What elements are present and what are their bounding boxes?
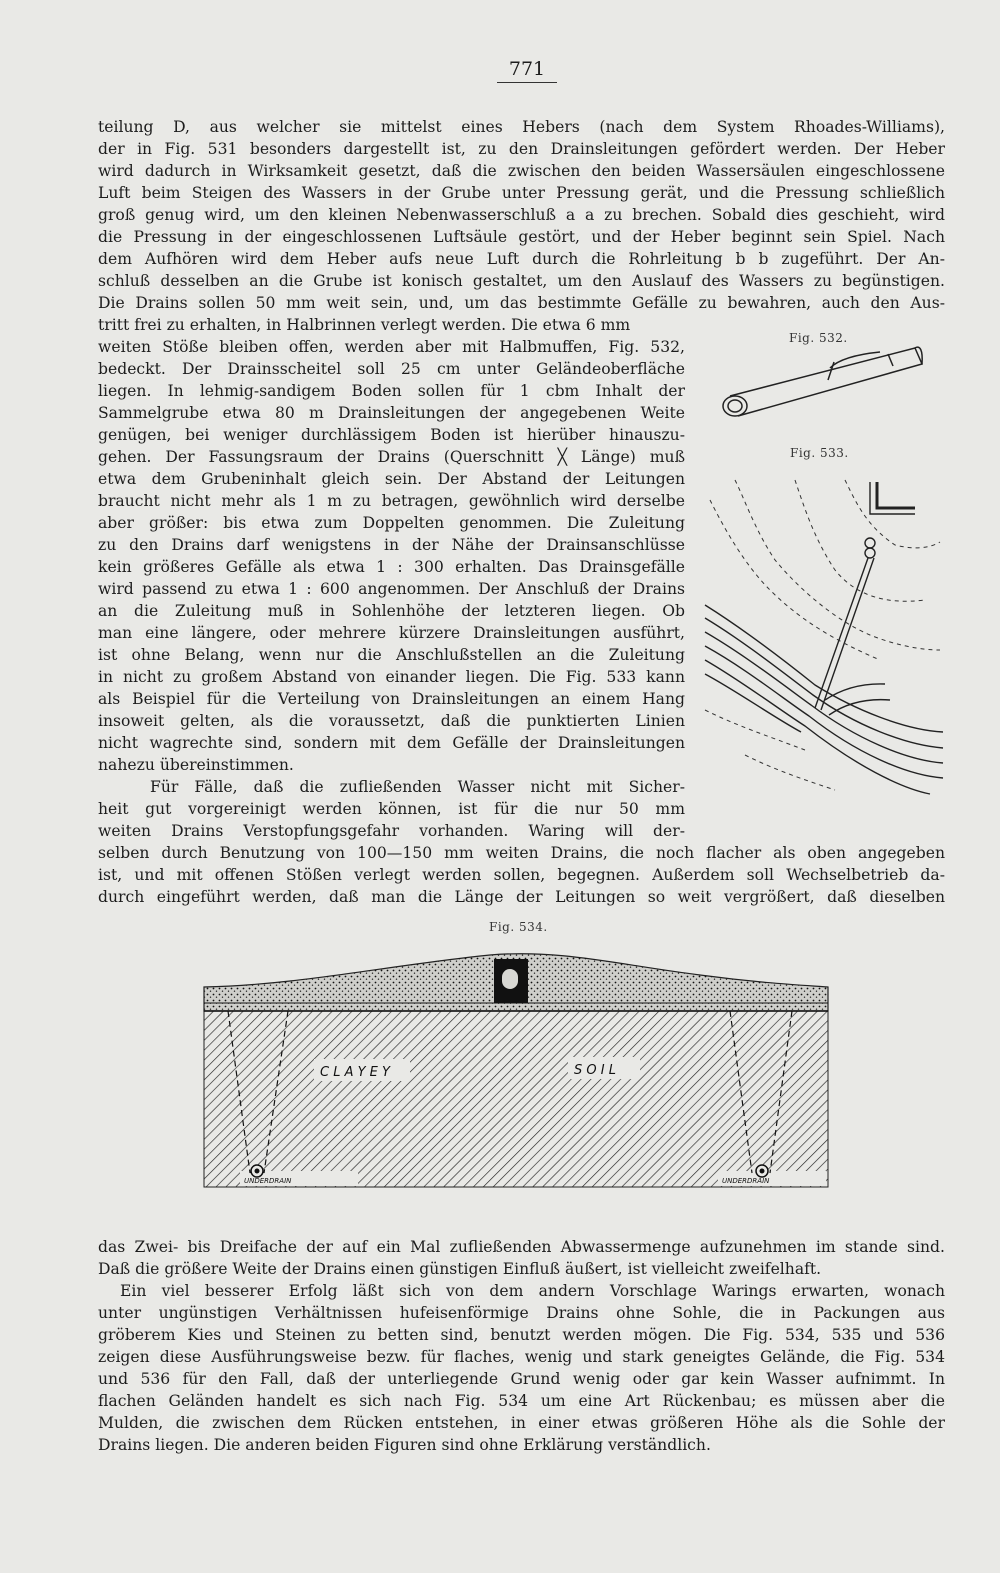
text-line: Mulden, die zwischen dem Rücken entstehen, in einer etwas größeren Höhe als die Sohle der [98, 1414, 945, 1432]
fig-534-caption: Fig. 534. [489, 920, 548, 934]
text-line: Luft beim Steigen des Wassers in der Grube unter Pressung gerät, und die Pressung schließlich [98, 184, 945, 202]
page-number: 771 [497, 58, 557, 83]
text-line: unter ungünstigen Verhältnissen hufeisenförmige Drains ohne Sohle, die in Packungen aus [98, 1304, 945, 1322]
text-line: nahezu übereinstimmen. [98, 756, 294, 774]
text-line: man eine längere, oder mehrere kürzere Drainsleitungen ausführt, [98, 624, 685, 642]
fig-534-underdrain-left: UNDERDRAIN [244, 1177, 292, 1185]
text-line: heit gut vorgereinigt werden können, ist für die nur 50 mm [98, 800, 685, 818]
text-line: aber größer: bis etwa zum Doppelten genommen. Die Zuleitung [98, 514, 685, 532]
text-line: zeigen diese Ausführungsweise bezw. für flaches, wenig und stark geneigtes Gelände, die Fig. 534 [98, 1348, 945, 1366]
text-line: weiten Drains Verstopfungsgefahr vorhanden. Waring will der- [98, 822, 685, 840]
text-line: weiten Stöße bleiben offen, werden aber mit Halbmuffen, Fig. 532, [98, 338, 685, 356]
text-line: Drains liegen. Die anderen beiden Figuren sind ohne Erklärung verständlich. [98, 1436, 711, 1454]
fig-534-underdrain-right: UNDERDRAIN [722, 1177, 770, 1185]
text-line: kein größeres Gefälle als etwa 1 : 300 erhalten. Das Drainsgefälle [98, 558, 685, 576]
text-line: nicht wagrechte sind, sondern mit dem Gefälle der Drainsleitungen [98, 734, 685, 752]
text-line: ist ohne Belang, wenn nur die Anschlußstellen an die Zuleitung [98, 646, 685, 664]
text-line: an die Zuleitung muß in Sohlenhöhe der letzteren liegen. Ob [98, 602, 685, 620]
text-line: gröberem Kies und Steinen zu betten sind, benutzt werden mögen. Die Fig. 534, 535 und 536 [98, 1326, 945, 1344]
fig-532-caption: Fig. 532. [789, 331, 848, 345]
fig-533-drawing [705, 470, 945, 800]
text-line: etwa dem Grubeninhalt gleich sein. Der Abstand der Leitungen [98, 470, 685, 488]
text-line: braucht nicht mehr als 1 m zu betragen, gewöhnlich wird derselbe [98, 492, 685, 510]
fig-532-drawing [710, 340, 940, 430]
text-line: zu den Drains darf wenigstens in der Nähe der Drainsanschlüsse [98, 536, 685, 554]
text-line: gehen. Der Fassungsraum der Drains (Querschnitt ╳ Länge) muß [98, 448, 685, 466]
text-line: tritt frei zu erhalten, in Halbrinnen verlegt werden. Die etwa 6 mm [98, 316, 631, 334]
text-line: bedeckt. Der Drainsscheitel soll 25 cm unter Geländeoberfläche [98, 360, 685, 378]
text-line: und 536 für den Fall, daß der unterliegende Grund wenig oder gar kein Wasser aufnimmt. In [98, 1370, 945, 1388]
text-line: dem Aufhören wird dem Heber aufs neue Luft durch die Rohrleitung b b zugeführt. Der An- [98, 250, 945, 268]
text-line: liegen. In lehmig-sandigem Boden sollen für 1 cbm Inhalt der [98, 382, 685, 400]
text-line: Daß die größere Weite der Drains einen günstigen Einfluß äußert, ist vielleicht zweifelhaft. [98, 1260, 822, 1278]
text-line: insoweit gelten, als die voraussetzt, daß die punktierten Linien [98, 712, 685, 730]
text-line: wird passend zu etwa 1 : 600 angenommen. Der Anschluß der Drains [98, 580, 685, 598]
text-line: ist, und mit offenen Stößen verlegt werden sollen, begegnen. Außerdem soll Wechselbetrieb da- [98, 866, 945, 884]
text-line: teilung D, aus welcher sie mittelst eines Hebers (nach dem System Rhoades-Williams), [98, 118, 945, 136]
text-line: flachen Geländen handelt es sich nach Fig. 534 um eine Art Rückenbau; es müssen aber die [98, 1392, 945, 1410]
fig-534-drawing [200, 945, 835, 1195]
text-line: wird dadurch in Wirksamkeit gesetzt, daß die zwischen den beiden Wassersäulen eingeschlossene [98, 162, 945, 180]
text-line: in nicht zu großem Abstand von einander liegen. Die Fig. 533 kann [98, 668, 685, 686]
text-line: Für Fälle, daß die zufließenden Wasser nicht mit Sicher- [150, 778, 685, 796]
text-line: der in Fig. 531 besonders dargestellt ist, zu den Drainsleitungen gefördert werden. Der Heber [98, 140, 945, 158]
text-line: selben durch Benutzung von 100—150 mm weiten Drains, die noch flacher als oben angegeben [98, 844, 945, 862]
text-line: genügen, bei weniger durchlässigem Boden ist hierüber hinauszu- [98, 426, 685, 444]
text-line: groß genug wird, um den kleinen Nebenwasserschluß a a zu brechen. Sobald dies geschieht, wird [98, 206, 945, 224]
fig-534-label-clayey: C L A Y E Y [320, 1065, 390, 1080]
text-line: schluß desselben an die Grube ist konisch gestaltet, um den Auslauf des Wassers zu begünstigen. [98, 272, 945, 290]
fig-534-label-soil: S O I L [574, 1063, 616, 1078]
text-line: die Pressung in der eingeschlossenen Luftsäule gestört, und der Heber beginnt sein Spiel. Nach [98, 228, 945, 246]
text-line: Sammelgrube etwa 80 m Drainsleitungen der angegebenen Weite [98, 404, 685, 422]
text-line: das Zwei- bis Dreifache der auf ein Mal zufließenden Abwassermenge aufzunehmen im stande sind. [98, 1238, 945, 1256]
text-line: als Beispiel für die Verteilung von Drainsleitungen an einem Hang [98, 690, 685, 708]
text-line: Die Drains sollen 50 mm weit sein, und, um das bestimmte Gefälle zu bewahren, auch den Aus- [98, 294, 945, 312]
text-line: Ein viel besserer Erfolg läßt sich von dem andern Vorschlage Warings erwarten, wonach [120, 1282, 945, 1300]
fig-533-caption: Fig. 533. [790, 446, 849, 460]
text-line: durch eingeführt werden, daß man die Länge der Leitungen so weit vergrößert, daß dieselben [98, 888, 945, 906]
